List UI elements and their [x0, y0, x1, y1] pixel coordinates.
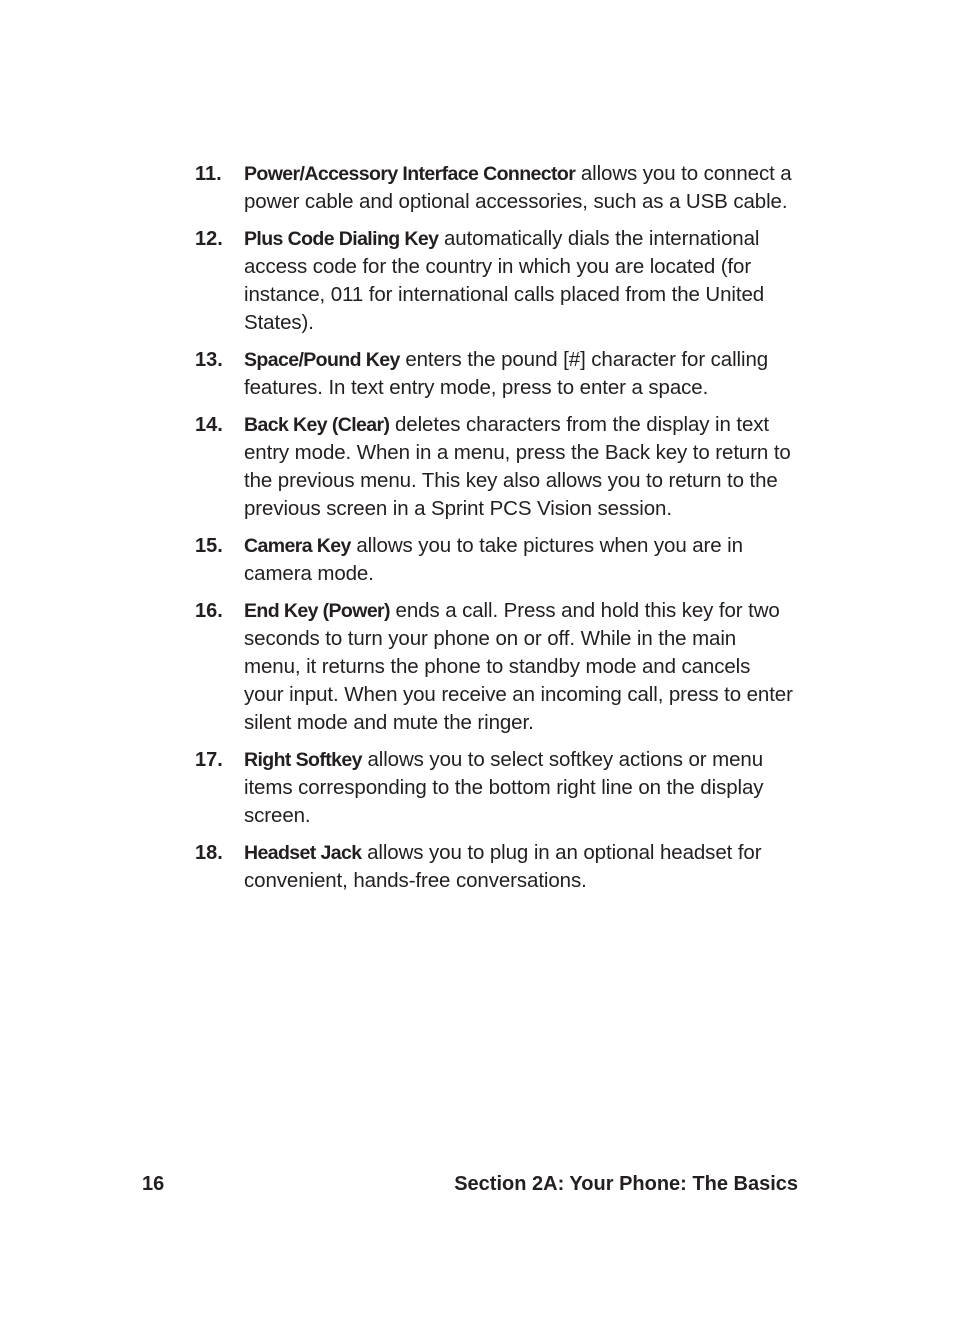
item-number: 16. [195, 600, 223, 622]
item-body: automatically dials the international access code for the country in which you are located (for instance, 011 for international calls placed from the United States). [244, 227, 765, 334]
item-term: Plus Code Dialing Key [244, 228, 439, 250]
item-description [244, 597, 795, 737]
item-term: End Key (Power) [244, 600, 390, 622]
list-item [195, 532, 795, 588]
numbered-list [195, 160, 795, 904]
item-term: Right Softkey [244, 749, 362, 771]
list-item [195, 346, 795, 402]
item-number: 14. [195, 414, 223, 436]
item-number: 11. [195, 163, 222, 185]
item-term: Back Key (Clear) [244, 414, 390, 436]
list-item [195, 411, 795, 523]
item-body: deletes characters from the display in text entry mode. When in a menu, press the Back key to return to the previous menu. This key also allows you to return to the previous screen in a Sprint PCS Vision session. [244, 413, 791, 520]
item-body: ends a call. Press and hold this key for two seconds to turn your phone on or off. While in the main menu, it returns the phone to standby mode and cancels your input. When you receive an incoming call, press to enter silent mode and mute the ringer. [244, 599, 793, 734]
item-number: 18. [195, 842, 223, 864]
list-item [195, 839, 795, 895]
list-item [195, 160, 795, 216]
item-body: allows you to plug in an optional headset for convenient, hands-free conversations. [244, 841, 762, 892]
item-description [244, 532, 795, 588]
item-number: 17. [195, 749, 223, 771]
item-term: Space/Pound Key [244, 349, 400, 371]
item-term: Headset Jack [244, 842, 362, 864]
item-number: 15. [195, 535, 223, 557]
item-number: 13. [195, 349, 223, 371]
list-item [195, 225, 795, 337]
item-description [244, 160, 795, 216]
list-item [195, 597, 795, 737]
item-description [244, 225, 795, 337]
item-term: Camera Key [244, 535, 351, 557]
item-description [244, 839, 795, 895]
page-number: 16 [142, 1173, 165, 1195]
item-description [244, 411, 795, 523]
list-item [195, 746, 795, 830]
item-body: enters the pound [#] character for calling features. In text entry mode, press to enter a space. [244, 348, 769, 399]
item-number: 12. [195, 228, 223, 250]
item-description [244, 746, 795, 830]
item-body: allows you to connect a power cable and optional accessories, such as a USB cable. [244, 162, 792, 213]
item-description [244, 346, 795, 402]
item-term: Power/Accessory Interface Connector [244, 163, 576, 185]
item-body: allows you to take pictures when you are in camera mode. [244, 534, 743, 585]
section-title: Section 2A: Your Phone: The Basics [454, 1173, 798, 1195]
item-body: allows you to select softkey actions or menu items corresponding to the bottom right line on the display screen. [244, 748, 764, 827]
